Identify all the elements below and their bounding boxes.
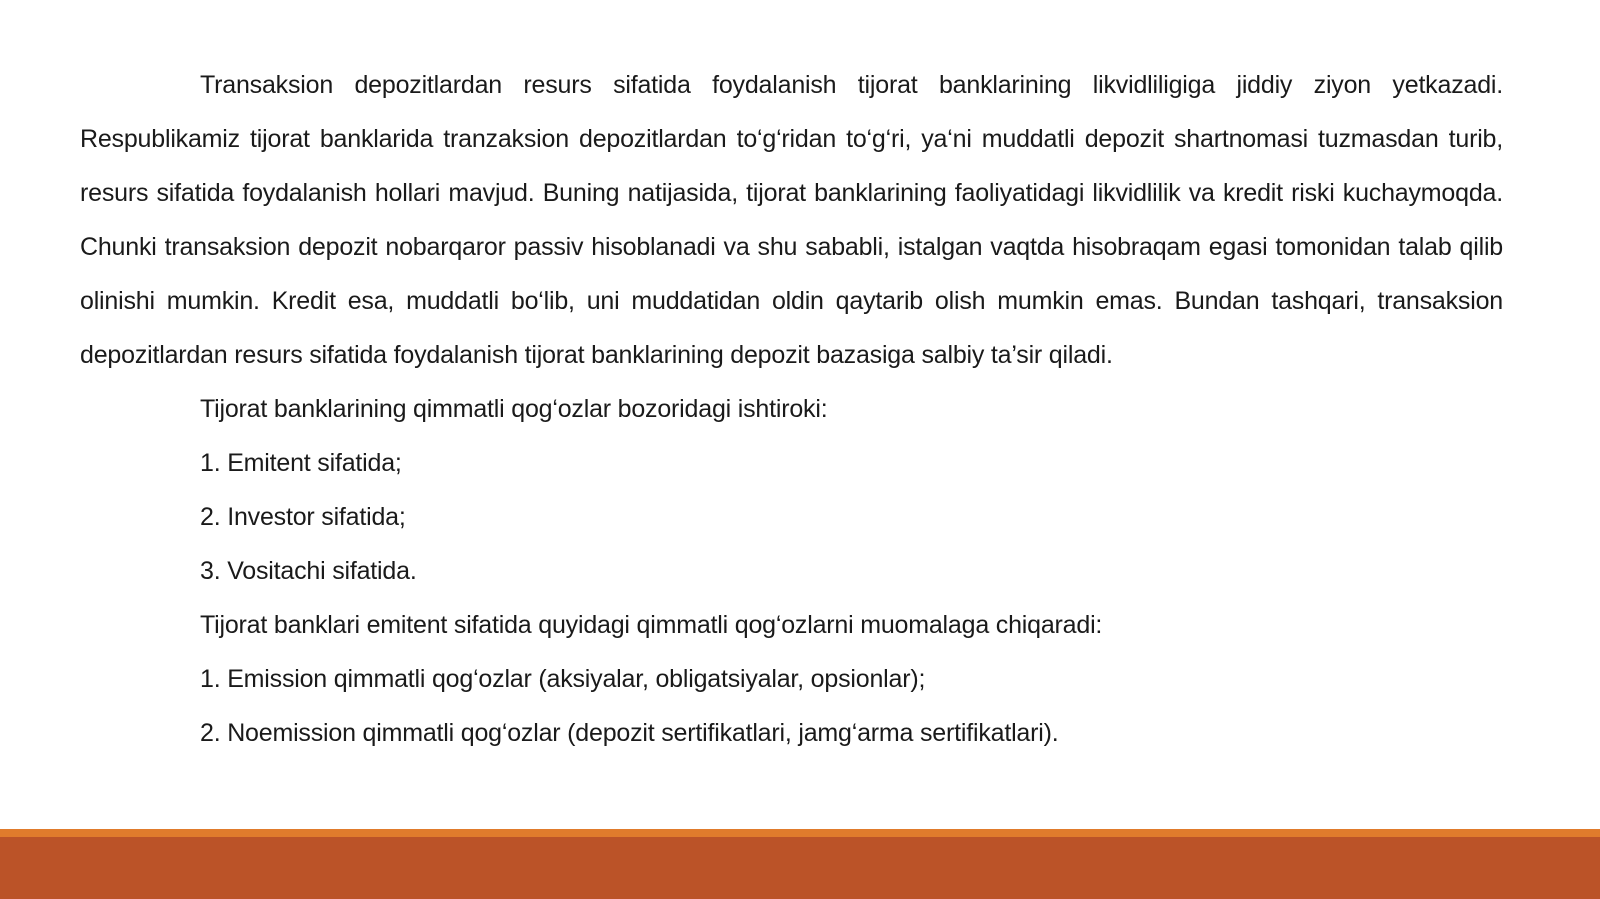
footer-accent-line xyxy=(0,829,1600,837)
paragraph-transaction-deposits: Transaksion depozitlardan resurs sifatida foydalanish tijorat banklarining likvidliligiga jiddiy ziyon yetkazadi. Respublikamiz tijorat banklarida tranzaksion depozitlardan to‘g‘ridan to‘g‘ri, ya‘ni muddatli depozit shartnomasi tuzmasdan turib, resurs sifatida foydalanish hollari mavjud. Buning natijasida, tijorat banklarining faoliyatidagi likvidlilik va kredit riski kuchaymoqda. Chunki transaksion depozit nobarqaror passiv hisoblanadi va shu sababli, istalgan vaqtda hisobraqam egasi tomonidan talab qilib olinishi mumkin. Kredit esa, muddatli bo‘lib, uni muddatidan oldin qaytarib olish mumkin emas. Bundan tashqari, transaksion depozitlardan resurs sifatida foydalanish tijorat banklarining depozit bazasiga salbiy ta’sir qiladi. xyxy=(80,71,1503,369)
emission-item-2: 2. Noemission qimmatli qog‘ozlar (depozit sertifikatlari, jamg‘arma sertifikatlari). xyxy=(200,719,1059,747)
footer-bar xyxy=(0,829,1600,899)
participation-item-2: 2. Investor sifatida; xyxy=(200,503,406,531)
participation-item-1: 1. Emitent sifatida; xyxy=(200,449,402,477)
emission-item-1: 1. Emission qimmatli qog‘ozlar (aksiyalar, obligatsiyalar, opsionlar); xyxy=(200,665,926,693)
participation-item-3: 3. Vositachi sifatida. xyxy=(200,557,417,585)
participation-heading: Tijorat banklarining qimmatli qog‘ozlar bozoridagi ishtiroki: xyxy=(200,395,828,423)
slide-body-text xyxy=(80,58,1503,760)
emission-heading: Tijorat banklari emitent sifatida quyidagi qimmatli qog‘ozlarni muomalaga chiqaradi: xyxy=(200,611,1103,639)
